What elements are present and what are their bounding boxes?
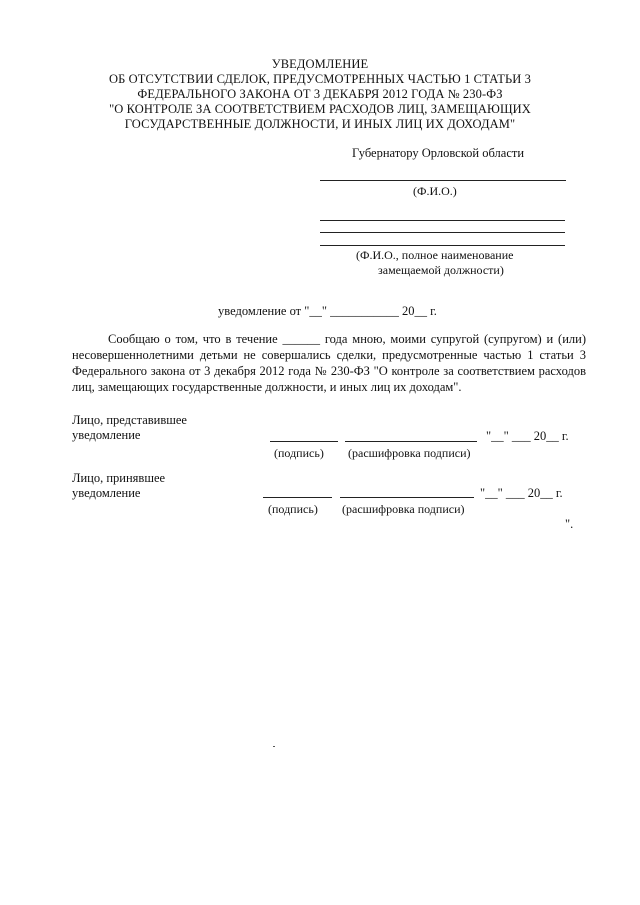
fio-line [320, 180, 566, 181]
document-title-line-3: ФЕДЕРАЛЬНОГО ЗАКОНА ОТ 3 ДЕКАБРЯ 2012 ГОДА № 230-ФЗ [137, 87, 503, 101]
receiver-decoding-caption: (расшифровка подписи) [342, 502, 465, 516]
submitter-decoding-caption: (расшифровка подписи) [348, 446, 471, 460]
closing-quote-mark: ". [565, 517, 574, 531]
position-caption-line-2: замещаемой должности) [378, 263, 504, 277]
receiver-label-line-1: Лицо, принявшее [72, 471, 166, 485]
receiver-signature-caption: (подпись) [268, 502, 318, 516]
submitter-label-line-2: уведомление [72, 428, 141, 442]
position-line-2 [320, 232, 565, 233]
document-title-line-4: "О КОНТРОЛЕ ЗА СООТВЕТСТВИЕМ РАСХОДОВ ЛИЦ, ЗАМЕЩАЮЩИХ [109, 102, 531, 116]
position-line-1 [320, 220, 565, 221]
document-title-line-2: ОБ ОТСУТСТВИИ СДЕЛОК, ПРЕДУСМОТРЕННЫХ ЧАСТЬЮ 1 СТАТЬИ 3 [109, 72, 531, 86]
submitter-decoding-line [345, 441, 477, 442]
position-line-3 [320, 245, 565, 246]
submitter-date: "__" ___ 20__ г. [486, 429, 569, 443]
receiver-decoding-line [340, 497, 474, 498]
document-title-line-5: ГОСУДАРСТВЕННЫЕ ДОЛЖНОСТИ, И ИНЫХ ЛИЦ ИХ ДОХОДАМ" [124, 117, 516, 131]
submitter-label-line-1: Лицо, представившее [72, 413, 187, 427]
receiver-label-line-2: уведомление [72, 486, 141, 500]
receiver-signature-line [263, 497, 332, 498]
fio-caption: (Ф.И.О.) [413, 184, 457, 198]
recipient-label: Губернатору Орловской области [352, 146, 525, 160]
notice-date-line: уведомление от "__" ___________ 20__ г. [218, 304, 437, 318]
notice-body-paragraph [72, 331, 586, 395]
submitter-signature-line [270, 441, 338, 442]
submitter-signature-caption: (подпись) [274, 446, 324, 460]
document-title-line-1: УВЕДОМЛЕНИЕ [271, 57, 369, 71]
position-caption-line-1: (Ф.И.О., полное наименование [356, 248, 514, 262]
notice-body-text: Сообщаю о том, что в течение ______ года мною, моими супругой (супругом) и (или) несовершеннолетними детьми не совершались сделки, предусмотренные частью 1 статьи 3 Федерального закона от 3 декабря 2012 года № 230-ФЗ "О контроле за соответствием расходов лиц, замещающих государственные должности, и иных лиц их доходам". [72, 332, 586, 394]
scan-speck [273, 746, 275, 747]
receiver-date: "__" ___ 20__ г. [480, 486, 563, 500]
